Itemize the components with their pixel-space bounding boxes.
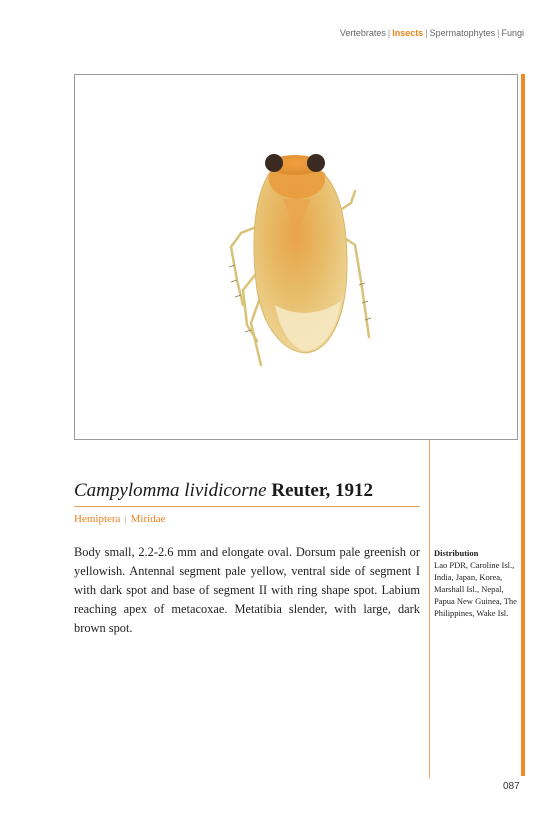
accent-bar: [521, 74, 525, 776]
family-label: Miridae: [130, 513, 166, 525]
specimen-photo: [74, 74, 518, 440]
species-title: [74, 480, 424, 502]
nav-item-spermatophytes[interactable]: Spermatophytes: [429, 28, 496, 38]
section-nav: [340, 28, 524, 38]
nav-item-vertebrates[interactable]: Vertebrates: [339, 28, 386, 38]
page-number: 087: [503, 781, 520, 792]
nav-separator: |: [425, 28, 428, 38]
insect-illustration: [75, 75, 517, 439]
classification-separator: |: [124, 513, 127, 525]
nav-separator: |: [497, 28, 500, 38]
species-description: Body small, 2.2-2.6 mm and elongate oval. Dorsum pale greenish or yellowish. Antennal segment pale yellow, ventral side of segment I with dark spot and base of segment II with ring shape spot. Labium reaching apex of metacoxae. Metatibia slender, with large, dark brown spot.: [74, 545, 420, 635]
nav-item-insects[interactable]: Insects: [392, 28, 424, 38]
distribution-text: Lao PDR, Caroline Isl., India, Japan, Korea, Marshall Isl., Nepal, Papua New Guinea, The Philippines, Wake Isl.: [434, 560, 517, 618]
classification: [74, 513, 165, 525]
title-rule: [74, 506, 420, 507]
nav-item-fungi[interactable]: Fungi: [501, 28, 524, 38]
author-year: Reuter, 1912: [271, 480, 374, 501]
column-divider: [429, 440, 430, 778]
distribution-title: Distribution: [434, 548, 479, 558]
order-label: Hemiptera: [74, 513, 121, 525]
nav-separator: |: [387, 28, 391, 38]
scientific-name: Campylomma lividicorne: [74, 480, 267, 501]
distribution-box: [434, 547, 520, 619]
